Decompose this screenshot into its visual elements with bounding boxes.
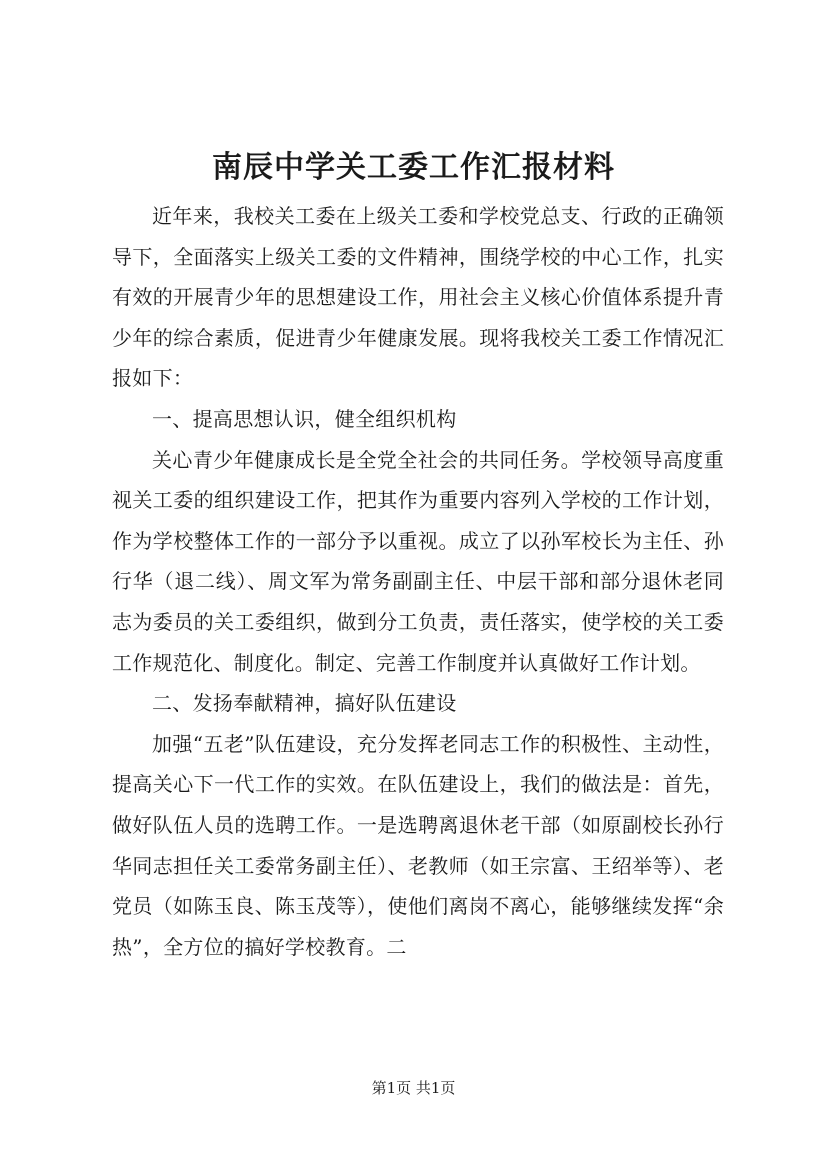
- paragraph-section-2: 加强“五老”队伍建设，充分发挥老同志工作的积极性、主动性，提高关心下一代工作的实效。在队伍建设上，我们的做法是：首先，做好队伍人员的选聘工作。一是选聘离退休老干部（如原副校长孙行华同志担任关工委常务副主任）、老教师（如王宗富、王绍举等）、老党员（如陈玉良、陈玉茂等），使他们离岗不离心，能够继续发挥“余热”，全方位的搞好学校教育。二: [112, 731, 724, 959]
- section-heading-1: 一、提高思想认识，健全组织机构: [152, 406, 457, 431]
- page-footer: 第1页 共1页: [371, 1079, 456, 1097]
- section-heading-2: 二、发扬奉献精神，搞好队伍建设: [152, 691, 457, 716]
- paragraph-section-1: 关心青少年健康成长是全党全社会的共同任务。学校领导高度重视关工委的组织建设工作，把其作为重要内容列入学校的工作计划，作为学校整体工作的一部分予以重视。成立了以孙军校长为主任、孙行华（退二线）、周文军为常务副副主任、中层干部和部分退休老同志为委员的关工委组织，做到分工负责，责任落实，使学校的关工委工作规范化、制度化。制定、完善工作制度并认真做好工作计划。: [112, 447, 724, 675]
- document-body: [112, 196, 724, 967]
- paragraph-intro: 近年来，我校关工委在上级关工委和学校党总支、行政的正确领导下，全面落实上级关工委的文件精神，围绕学校的中心工作，扎实有效的开展青少年的思想建设工作，用社会主义核心价值体系提升青少年的综合素质，促进青少年健康发展。现将我校关工委工作情况汇报如下：: [112, 204, 724, 391]
- document-title: 南辰中学关工委工作汇报材料: [212, 150, 615, 185]
